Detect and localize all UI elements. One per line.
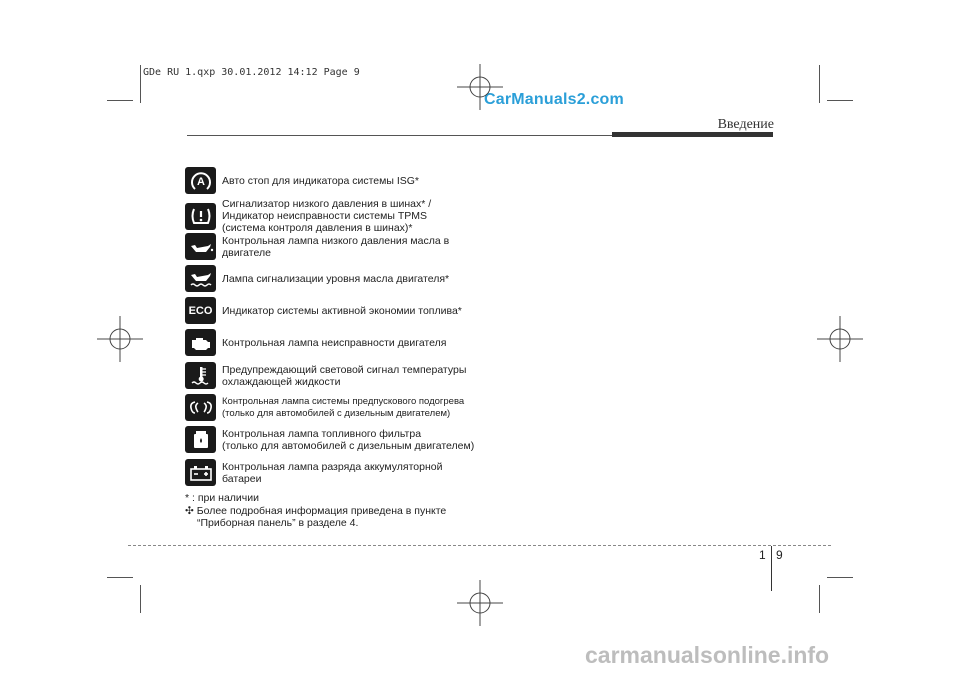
- footnote-optional: * : при наличии: [185, 492, 259, 504]
- indicator-label: Контрольная лампа неисправности двигателя: [222, 336, 447, 349]
- indicator-label: Контрольная лампа топливного фильтра (только для автомобилей с дизельным двигателем): [222, 427, 475, 452]
- header-rule-accent: [612, 132, 773, 137]
- coolant-temperature-icon: [185, 362, 216, 389]
- indicator-label: Авто стоп для индикатора системы ISG*: [222, 174, 420, 187]
- reference-note-line2: “Приборная панель” в разделе 4.: [197, 517, 359, 529]
- eco-icon: ECO: [185, 297, 216, 324]
- auto-stop-icon: [185, 167, 216, 194]
- registration-mark-right: [817, 316, 863, 362]
- watermark-carmanualsonline: carmanualsonline.info: [585, 642, 830, 668]
- file-meta-header: GDe RU 1.qxp 30.01.2012 14:12 Page 9: [143, 67, 360, 78]
- chapter-number: 1: [759, 548, 766, 562]
- section-title: Введение: [717, 117, 774, 132]
- battery-icon: [185, 459, 216, 486]
- reference-note-line1: ✣ Более подробная информация приведена в пункте: [185, 505, 447, 517]
- registration-mark-left: [97, 316, 143, 362]
- indicator-row-check-engine: [185, 329, 446, 356]
- indicator-row-oil-level: [185, 265, 449, 292]
- fuel-filter-icon: [185, 426, 216, 453]
- indicator-row-glow-plug: [185, 394, 464, 421]
- indicator-row-tire-pressure: [185, 198, 431, 234]
- indicator-row-battery: [185, 459, 442, 486]
- indicator-label: Сигнализатор низкого давления в шинах* / Индикатор неисправности системы TPMS (система контроля давления в шинах)*: [222, 198, 432, 234]
- page-number-separator: [771, 546, 772, 591]
- check-engine-icon: [185, 329, 216, 356]
- indicator-label: Контрольная лампа разряда аккумуляторной батареи: [222, 460, 443, 485]
- tire-pressure-icon: [185, 203, 216, 230]
- indicator-label: Предупреждающий световой сигнал температуры охлаждающей жидкости: [222, 363, 467, 388]
- footer-dashed-rule: [128, 545, 831, 546]
- page-number: 9: [776, 548, 783, 562]
- indicator-row-eco: [185, 297, 462, 324]
- oil-level-icon: [185, 265, 216, 292]
- indicator-row-auto-stop: [185, 167, 419, 194]
- glow-plug-icon: [185, 394, 216, 421]
- indicator-label: Индикатор системы активной экономии топлива*: [222, 304, 462, 317]
- indicator-row-oil-pressure: [185, 233, 449, 260]
- oil-pressure-icon: [185, 233, 216, 260]
- indicator-row-coolant-temperature: [185, 362, 466, 389]
- indicator-row-fuel-filter: [185, 426, 474, 453]
- header-rule: [187, 135, 612, 136]
- indicator-label: Контрольная лампа системы предпускового подогрева (только для автомобилей с дизельным двигателем): [222, 395, 465, 419]
- registration-mark-bottom: [457, 580, 503, 626]
- watermark-carmanuals2: CarManuals2.com: [484, 91, 624, 108]
- indicator-label: Контрольная лампа низкого давления масла в двигателе: [222, 234, 450, 259]
- registration-mark-top: [457, 64, 503, 110]
- indicator-label: Лампа сигнализации уровня масла двигателя*: [222, 272, 450, 285]
- svg-text:A: A: [196, 175, 205, 188]
